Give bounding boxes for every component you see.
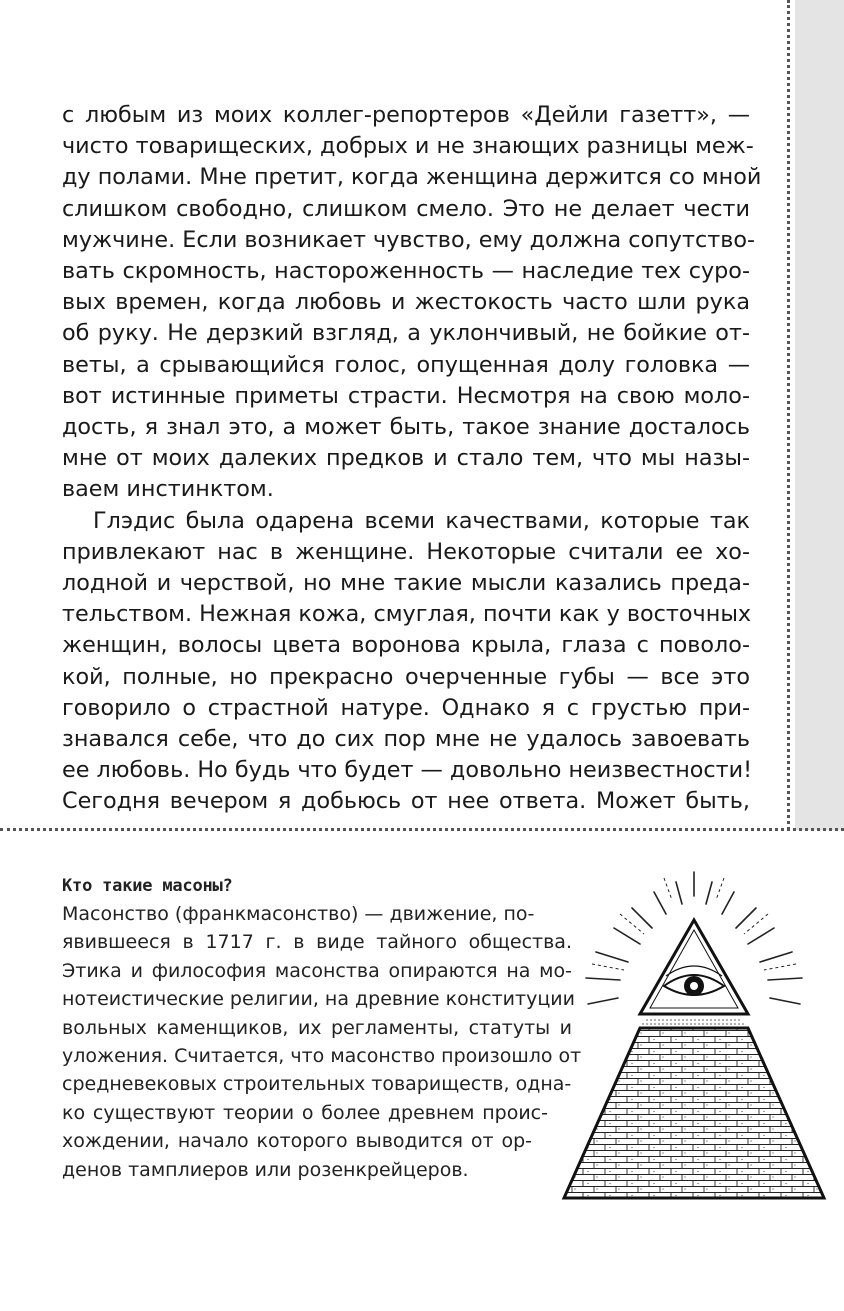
sidebar-line: нотеистические религии, на древние конституции	[62, 988, 575, 1011]
text-line: веты, а срывающийся голос, опущенная долу головка —	[62, 351, 750, 378]
text-line: вых времен, когда любовь и жестокость часто шли рука	[62, 289, 750, 316]
text-line: лодной и черствой, но мне такие мысли казались преда-	[62, 570, 750, 597]
text-line: ее любовь. Но будь что будет — довольно неизвестности!	[62, 757, 753, 784]
sidebar-line: денов тамплиеров или розенкрейцеров.	[62, 1158, 469, 1181]
text-line: мужчине. Если возникает чувство, ему должна сопутство-	[62, 226, 756, 253]
text-line: привлекают нас в женщине. Некоторые считали ее хо-	[62, 538, 750, 565]
text-line: вот истинные приметы страсти. Несмотря на свою моло-	[62, 382, 750, 409]
text-line: кой, полные, но прекрасно очерченные губы — все это	[62, 663, 750, 690]
text-line: Сегодня вечером я добьюсь от нее ответа. Может быть,	[62, 788, 750, 815]
info-sidebar	[62, 872, 582, 1184]
text-line: тельством. Нежная кожа, смуглая, почти как у восточных	[62, 601, 752, 628]
vertical-dotted-border	[787, 0, 790, 830]
text-line: чисто товарищеских, добрых и не знающих разницы меж-	[62, 133, 754, 160]
sidebar-line: уложения. Считается, что масонство произошло от	[62, 1045, 582, 1068]
sidebar-line: средневековых строительных товариществ, одна-	[62, 1073, 572, 1096]
text-line: Глэдис была одарена всеми качествами, которые так	[93, 507, 750, 534]
page-edge-strip	[795, 0, 844, 830]
text-line: женщин, волосы цвета воронова крыла, глаза с поволо-	[62, 632, 750, 659]
text-line: говорило о страстной натуре. Однако я с грустью при-	[62, 694, 750, 721]
text-line: мне от моих далеких предков и стало тем, что мы назы-	[62, 445, 750, 472]
sidebar-title: Кто такие масоны?	[62, 876, 233, 896]
horizontal-dotted-divider	[0, 828, 844, 831]
text-line: ваем инстинктом.	[62, 476, 274, 503]
text-line: об руку. Не дерзкий взгляд, а уклончивый, не бойкие от-	[62, 320, 750, 347]
text-line: вать скромность, настороженность — наследие тех суро-	[62, 258, 750, 285]
sidebar-line: явившееся в 1717 г. в виде тайного общества.	[62, 931, 572, 954]
sidebar-line: Этика и философия масонства опираются на мо-	[62, 959, 572, 982]
text-line: дость, я знал это, а может быть, такое знание досталось	[62, 414, 750, 441]
sidebar-line: ко существуют теории о более древнем проис-	[62, 1101, 548, 1124]
text-line: с любым из моих коллег-репортеров «Дейли газетт», —	[62, 102, 750, 128]
sidebar-line: вольных каменщиков, их регламенты, статуты и	[62, 1016, 572, 1039]
sidebar-line: Масонство (франкмасонство) — движение, по-	[62, 903, 535, 925]
sidebar-line: хождении, начало которого выводится от ор-	[62, 1130, 532, 1153]
pyramid-eye-icon	[556, 868, 832, 1204]
text-line: знавался себе, что до сих пор мне не удалось завоевать	[62, 726, 750, 753]
text-line: ду полами. Мне претит, когда женщина держится со мной	[62, 164, 762, 191]
text-line: слишком свободно, слишком смело. Это не делает чести	[62, 195, 750, 222]
main-text	[62, 100, 762, 818]
